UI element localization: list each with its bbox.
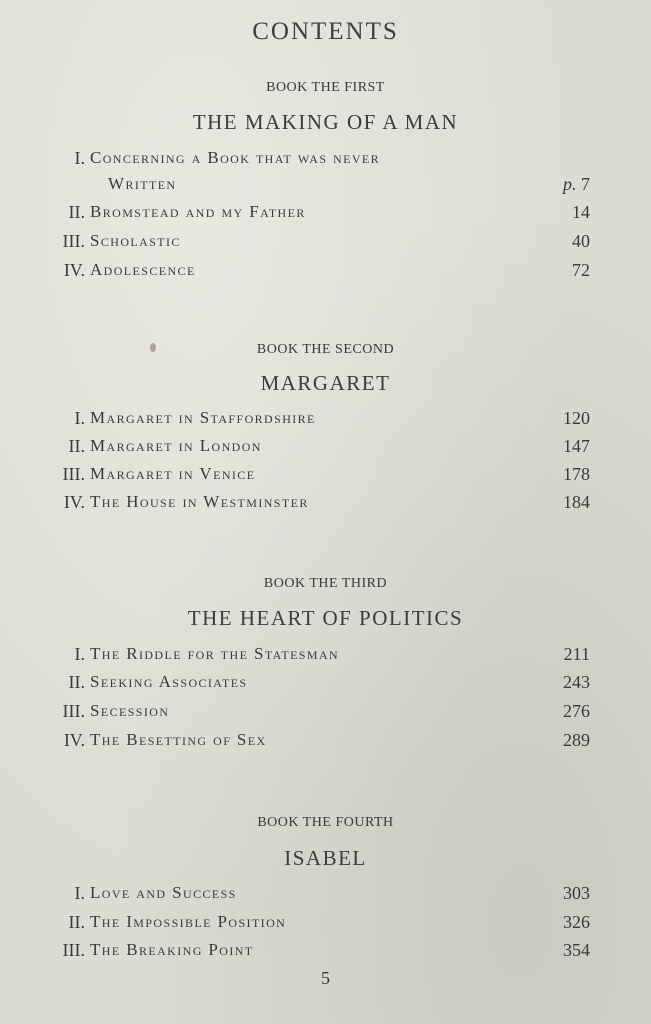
page-number: 276 — [563, 701, 590, 721]
chapter-title: Bromstead and my Father — [90, 202, 306, 221]
chapter-entry — [0, 148, 651, 172]
chapter-title: Concerning a Book that was never — [90, 148, 381, 167]
chapter-entry — [0, 260, 651, 284]
chapter-entry — [0, 492, 651, 516]
chapter-numeral: II. — [68, 436, 85, 456]
page-value: 7 — [581, 174, 590, 194]
chapter-entry — [0, 940, 651, 964]
chapter-numeral: I. — [74, 408, 85, 428]
chapter-title: Love and Success — [90, 883, 237, 902]
book-label-fourth: BOOK THE FOURTH — [257, 815, 394, 830]
chapter-title: Margaret in Venice — [90, 464, 256, 483]
page-number: 184 — [563, 492, 590, 512]
book-label-first: BOOK THE FIRST — [266, 80, 385, 95]
chapter-entry-continuation — [0, 174, 651, 198]
page-number: 72 — [572, 260, 590, 280]
page-number — [563, 174, 590, 195]
book-title-first: THE MAKING OF A MAN — [192, 110, 459, 134]
page-number: 326 — [563, 912, 590, 932]
chapter-title: The Breaking Point — [90, 940, 254, 959]
page-number: 147 — [563, 436, 590, 456]
page-number: 178 — [563, 464, 590, 484]
page-number: 14 — [572, 202, 590, 222]
chapter-numeral: III. — [62, 701, 85, 721]
chapter-title: Scholastic — [90, 231, 181, 250]
chapter-numeral: III. — [62, 464, 85, 484]
chapter-title: Secession — [90, 701, 170, 720]
chapter-entry — [0, 701, 651, 725]
page-prefix: p. — [563, 174, 577, 194]
chapter-entry — [0, 672, 651, 696]
page-folio-number: 5 — [321, 968, 330, 988]
chapter-title-line-2: Written — [108, 174, 177, 193]
chapter-numeral: IV. — [63, 492, 85, 512]
book-label-second: BOOK THE SECOND — [256, 342, 395, 357]
chapter-title: The Impossible Position — [90, 912, 287, 931]
chapter-numeral: IV. — [63, 260, 85, 280]
chapter-entry — [0, 408, 651, 432]
chapter-entry — [0, 883, 651, 907]
page-number: 211 — [563, 644, 590, 664]
page-number: 289 — [563, 730, 590, 750]
chapter-entry — [0, 231, 651, 255]
page-number: 40 — [572, 231, 590, 251]
chapter-numeral: III. — [62, 231, 85, 251]
chapter-title: The House in Westminster — [90, 492, 309, 511]
book-title-fourth: ISABEL — [284, 846, 367, 870]
chapter-entry — [0, 730, 651, 754]
chapter-title: Margaret in Staffordshire — [90, 408, 316, 427]
chapter-entry — [0, 202, 651, 226]
chapter-numeral: I. — [74, 148, 85, 168]
page-number: 354 — [563, 940, 590, 960]
book-title-second: MARGARET — [260, 371, 391, 395]
chapter-numeral: I. — [74, 883, 85, 903]
page-number: 303 — [563, 883, 590, 903]
book-title-third: THE HEART OF POLITICS — [187, 606, 464, 630]
chapter-entry — [0, 644, 651, 668]
chapter-entry — [0, 912, 651, 936]
chapter-numeral: III. — [62, 940, 85, 960]
chapter-numeral: I. — [74, 644, 85, 664]
chapter-numeral: II. — [68, 912, 85, 932]
chapter-entry — [0, 464, 651, 488]
page-number: 243 — [563, 672, 590, 692]
chapter-title: Adolescence — [90, 260, 196, 279]
book-label-third: BOOK THE THIRD — [263, 576, 388, 591]
chapter-title: Margaret in London — [90, 436, 262, 455]
page-number: 120 — [563, 408, 590, 428]
chapter-title: Seeking Associates — [90, 672, 248, 691]
chapter-title: The Besetting of Sex — [90, 730, 267, 749]
chapter-entry — [0, 436, 651, 460]
chapter-numeral: II. — [68, 202, 85, 222]
chapter-numeral: II. — [68, 672, 85, 692]
page-title: CONTENTS — [252, 18, 399, 45]
chapter-title: The Riddle for the Statesman — [90, 644, 340, 663]
chapter-numeral: IV. — [63, 730, 85, 750]
